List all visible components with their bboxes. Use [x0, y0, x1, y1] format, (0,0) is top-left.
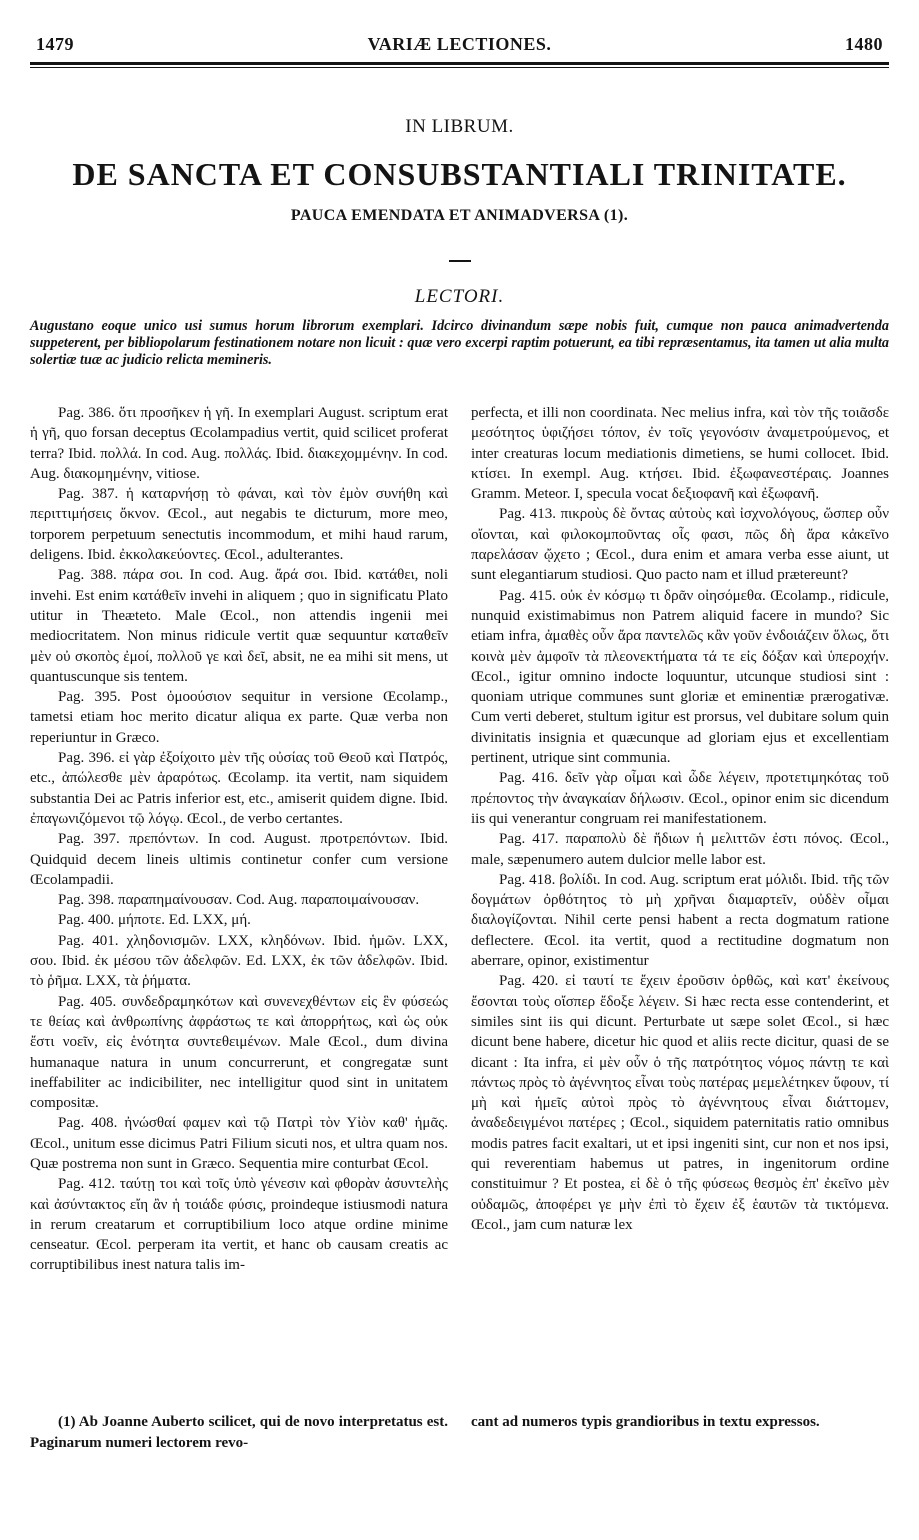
- right-paragraph: Pag. 418. βολίδι. In cod. Aug. scriptum erat μόλιδι. Ibid. τῆς τῶν δογμάτων ὀρθότητος τὸ μὴ χρῆναι διαμαρτεῖν, οὐδὲν οἶμαι διαλογίζονται. Nihil certe pensi habent a recta dogmatum ratione deflectere. Œcol. ita vertit, quod a rectitudine dogmatum non aberrare, opinor, existimentur: [471, 871, 889, 970]
- left-paragraph: Pag. 386. ὅτι προσῆκεν ἡ γῆ. In exemplari August. scriptum erat ἡ γῆ, quo forsan deceptus Œcolampadius vertit, quid scilicet proferat terra? Ibid. πολλά. In cod. Aug. πολλάς. Ibid. διακεχομμένην. In cod. Aug. διακομημένην, vitiose.: [30, 405, 448, 482]
- right-paragraph: Pag. 417. παραπολὺ δὲ ἥδιων ἡ μελιττῶν ἐστι πόνος. Œcol., male, sæpenumero autem dulcior melle labor est.: [471, 831, 889, 868]
- preface-paragraph: Augustano eoque unico usi sumus horum librorum exemplari. Idcirco divinandum sæpe nobis fuit, cumque non pauca animadvertenda suppeterent, per bibliopolarum festinationem notare non licuit : quæ vero excerpi raptim potuerunt, ea tibi repræsentamus, ita tamen ut alia multa solertiæ tuæ ac judicio relicta memineris.: [30, 318, 889, 368]
- running-title: VARIÆ LECTIONES.: [367, 34, 552, 54]
- left-paragraph: Pag. 412. ταύτῃ τοι καὶ τοῖς ὑπὸ γένεσιν καὶ φθορὰν ἀσυντελὴς καὶ ἀσύντακτος εἴη ἂν ἡ τοιάδε φύσις, proindeque istiusmodi natura in rerum creatarum et corruptibilium loco atque ordine minime censeatur. Œcol. perperam ita vertit, et hanc ob causam creatis ac corruptibilibus inest natura talis im-: [30, 1176, 448, 1274]
- heading-title: DE SANCTA ET CONSUBSTANTIALI TRINITATE.: [72, 156, 847, 192]
- left-paragraph: Pag. 397. πρεπόντων. In cod. August. προτρεπόντων. Ibid. Quidquid decem lineis ultimis continetur confer cum versione Œcolampadii.: [30, 831, 448, 888]
- right-page-number: 1480: [845, 34, 883, 54]
- left-paragraph: Pag. 396. εἰ γὰρ ἐξοίχοιτο μὲν τῆς οὐσίας τοῦ Θεοῦ καὶ Πατρός, etc., ἀπώλεσθε μὲν ἀραρότως. Œcolamp. ita vertit, nam siquidem substantia Dei ac Patris inferior est, etc., amiserit quidem digne. Ibid. ἐπαγωνιζόμενοι τῷ λόγῳ. Œcol., de verbo certantes.: [30, 750, 448, 827]
- heading-subtitle: PAUCA EMENDATA ET ANIMADVERSA (1).: [290, 207, 629, 224]
- right-paragraph: Pag. 416. δεῖν γὰρ οἶμαι καὶ ὧδε λέγειν, προτετιμηκότας τοῦ πρέποντος τὴν ἀναγκαίαν δήλωσιν. Œcol., opinor enim sic dicendum iis qui venerantur congruam rei manifestationem.: [471, 770, 889, 827]
- footnote-area: [30, 1412, 889, 1472]
- lector-heading: LECTORI.: [414, 286, 505, 307]
- left-paragraph: Pag. 401. χληδονισμῶν. LXX, κληδόνων. Ibid. ἡμῶν. LXX, σου. Ibid. ἐκ μέσου τῶν ἀδελφῶν. Ed. LXX, ἐκ τῶν ἀδελφῶν. Ibid. τὸ ῥῆμα. LXX, τὰ ῥήματα.: [30, 932, 448, 990]
- footnote-right: cant ad numeros typis grandioribus in textu expressos.: [471, 1414, 820, 1430]
- footnote-left: (1) Ab Joanne Auberto scilicet, qui de novo interpretatus est. Paginarum numeri lectorem revo-: [30, 1414, 448, 1451]
- left-paragraph: Pag. 398. παραπημαίνουσαν. Cod. Aug. παραποιμαίνουσαν.: [58, 892, 420, 909]
- header-rule-thick: [30, 62, 889, 65]
- left-paragraph: Pag. 408. ἠνώσθαί φαμεν καὶ τῷ Πατρὶ τὸν Υἱὸν καθ' ἡμᾶς. Œcol., unitum esse dicimus Patri Filium sicuti nos, et ultra quam nos. Quæ postrema non sunt in Græco. Sequentia mire conturbat Œcol.: [30, 1115, 448, 1172]
- right-paragraph: perfecta, et illi non coordinata. Nec melius infra, καὶ τὸν τῆς τοιᾶσδε μεσότητος ὑφιζήσει τόπον, ἐν τοῖς γεγονόσιν ἀναμετρούμενος, et inter creaturas locum mediationis dimetiens, se humi collocet. Ibid. κτίσει. In exempl. Aug. κτήσει. Ibid. ἐξωφανεστέραις. Joannes Gramm. Meteor. I, specula vocat δεξιοφανῆ καὶ ἐξωφανῆ.: [471, 405, 889, 503]
- heading-line-1: IN LIBRUM.: [405, 116, 514, 137]
- left-paragraph: Pag. 387. ἡ καταρνήσῃ τὸ φάναι, καὶ τὸν ἐμὸν συνήθη καὶ περιττιμήσεις ὄκνον. Œcol., aut negabis te dicturum, more meo, torporem perpetuum senectutis incommodum, et mihi haud rarum, deligens. Ibid. ἐκκολακεύοντες. Œcol., adulterantes.: [30, 486, 448, 564]
- right-column: [471, 403, 889, 1403]
- title-divider: [449, 260, 471, 262]
- left-paragraph: Pag. 395. Post ὁμοούσιον sequitur in versione Œcolamp., tametsi etiam hoc merito dicatur aliqua ex parte. Quæ verba non reperiuntur in Græco.: [30, 689, 448, 746]
- right-paragraph: Pag. 413. πικροὺς δὲ ὄντας αὐτοὺς καὶ ἰσχνολόγους, ὥσπερ οὖν οἴονται, καὶ φιλοκομποῦντας οἷς φασι, πῶς δὴ ἄρα κἀκεῖνο παρελάσαν ᾤχετο ; Œcol., dura enim et amara verba esse aiunt, ut sunt elegantiarum studiosi. Quo pacto nam et illud prætereunt?: [471, 506, 889, 584]
- left-paragraph: Pag. 400. μήποτε. Ed. LXX, μή.: [58, 912, 251, 929]
- left-column: [30, 403, 448, 1403]
- right-paragraph: Pag. 415. οὐκ ἐν κόσμῳ τι δρᾶν οἰησόμεθα. Œcolamp., ridicule, nunquid existimabimus non Patrem aliquid facere in mundo? Sic etiam infra, ἀμαθὲς οὖν ἄρα παντελῶς κἂν γοῦν ἐνδοιάζειν ὅλως, ὅτι κοινὰ μὲν ἀμφοῖν τὰ πλεονεκτήματα τά τε εἰς δόξαν καὶ ὑπεροχήν. Œcol., igitur omnino indocte loquuntur, utcunque studiosi sint : quoniam utrique communes sunt gloriæ et eminentiæ prærogativæ. Cum verti deberet, stultum igitur est prorsus, vel dubitare solum quin divinitatis insignia et quæcunque ad gloriam ejus et excellentiam pertinent, utrique sint communia.: [471, 587, 889, 767]
- text-columns: [30, 403, 889, 1403]
- left-page-number: 1479: [36, 34, 74, 54]
- running-head: [30, 30, 889, 60]
- header-rule-thin: [30, 67, 889, 68]
- left-paragraph: Pag. 388. πάρα σοι. In cod. Aug. ἄρά σοι. Ibid. κατάθει, noli invehi. Est enim κατάθεῖν invehi in aliquem ; quo in significatu Plato utitur in Theæteto. Male Œcol., non attendis ingenii mei mediocritatem. Non minus ridicule vertit quæ sequuntur καταθεῖν μὲν οὐ σκοπὸς ἐμοί, πολλοῦ γε καὶ δεῖ, absit, ne ea mihi sit mens, ut quantuscunque sis tentem.: [30, 567, 448, 685]
- left-paragraph: Pag. 405. συνδεδραμηκότων καὶ συνενεχθέντων εἰς ἓν φύσεώς τε θείας καὶ ἀνθρωπίνης ἀφράστως τε καὶ ἀπορρήτως, καὶ ὡς οὐκ ἔστι νοεῖν, εἰς ἑνότητα συντεθειμένων. Male Œcol., dum divina humanaque natura in unum concurrerunt, et congregatæ sunt ineffabiliter ac indicibiliter, nec intelligitur quod sint in unitatem compositæ.: [30, 993, 448, 1112]
- right-paragraph: Pag. 420. εἰ ταυτί τε ἔχειν ἐροῦσιν ὀρθῶς, καὶ κατ' ἐκείνους ἔσονται τοὺς οἴσπερ ἔδοξε λέγειν. Si hæc recta esse contenderint, et similes sint iis qui dicunt. Perturbate ut sæpe solet Œcol., si hæc dicunt bene habere, dicetur hic quod et aliis recte dicitur, quasi de se dicant : Ita infra, εἰ μὲν οὖν ὁ τῆς πατρότητος νόμος πάντῃ τε καὶ πάντως πρὸς τὸ ἀγέννητος εἶναι τοὺς πατέρας μεμελέτηκεν ὕφουν, τί μὴ καὶ ἡμεῖς αὐτοὶ πρὸς τὸ ἀγέννητους εἶναι διάττομεν, ἀναδεδειγμένοι πατέρες ; Œcol., siquidem paternitatis ratio omnibus modis patres facit exaltari, ut et ipsi ingeniti sint, cur non et nos ipsi, qui reverentiam habemus ut patres, in ingenitorum ordine constituimur ? Et postea, εἰ δὲ ὁ τῆς φύσεως θεσμὸς ἐπ' ἐκεῖνο μὲν οὐδαμῶς, ἀποφέρει γε μὴν ἐπὶ τὸ ἔχειν ἐξ ἑαυτῶν τὰ τικτόμενα. Œcol., jam cum naturæ lex: [471, 973, 889, 1233]
- title-block: [30, 112, 889, 310]
